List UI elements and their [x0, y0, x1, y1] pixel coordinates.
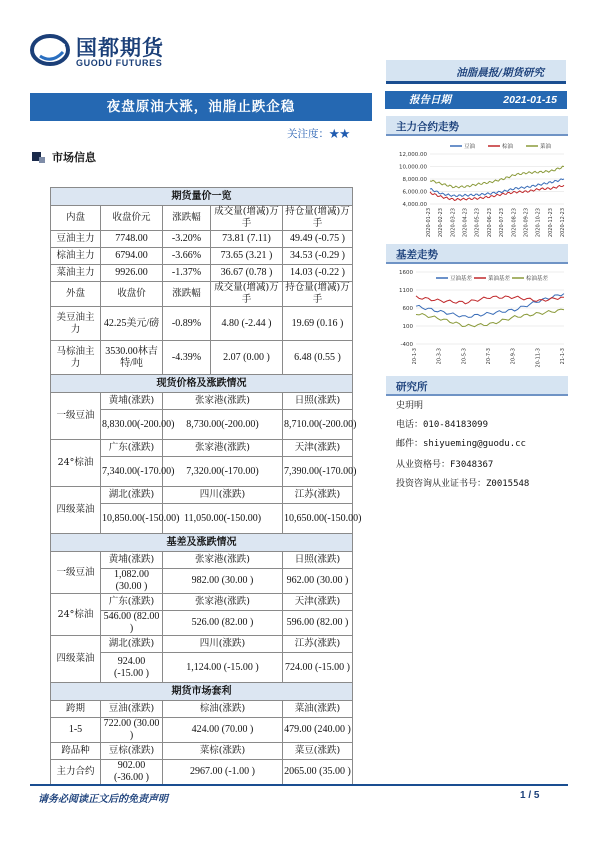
table-row: 1,082.00 (30.00 ) 982.00 (30.00 ) 962.00 (30.00 ): [51, 569, 353, 594]
logo-english-name: GUODU FUTURES: [76, 58, 163, 68]
x-tick-label: 2020-12-23: [560, 208, 566, 238]
footer-divider: [30, 784, 568, 786]
attention-rating: [30, 126, 350, 141]
logo-mark-icon: [30, 30, 70, 70]
y-tick-label: 8,000.00: [402, 177, 427, 183]
research-heading: 研究所: [386, 376, 568, 396]
analyst-phone: 电话：010-84183099: [396, 420, 489, 430]
legend-label: 菜油: [540, 144, 552, 150]
market-info-label: 市场信息: [52, 151, 96, 164]
spot-section-header: 现货价格及涨跌情况: [51, 375, 353, 393]
main-contract-trend-chart: [388, 140, 568, 240]
table-row: 马棕油主力 3530.00林吉特/吨 -4.39% 2.07 (0.00 ) 6.48 (0.55 ): [51, 341, 353, 375]
table-row: 豆油主力 7748.00 -3.20% 73.81 (7.11) 49.49 (-0.75 ): [51, 231, 353, 248]
table-row: 内盘 收盘价元 涨跌幅 成交量(增减)万手 持仓量(增减)万手: [51, 206, 353, 231]
report-date-label: 报告日期: [409, 94, 451, 106]
report-title: 夜盘原油大涨，油脂止跌企稳: [30, 93, 372, 121]
x-tick-label: 20-5-3: [461, 348, 468, 365]
analyst-name: 史玥明: [396, 401, 424, 411]
table-row: 546.00 (82.00 ) 526.00 (82.00 ) 596.00 (82.00 ): [51, 611, 353, 636]
company-logo: [30, 30, 180, 70]
y-tick-label: 12,000.00: [399, 152, 427, 158]
logo-chinese-name: 国都期货: [76, 36, 164, 60]
table-row: 8,830.00(-200.00) 8,730.00(-200.00) 8,710.00(-200.00): [51, 410, 353, 440]
x-tick-label: 2020-09-23: [523, 208, 530, 238]
basis-section-header: 基差及涨跌情况: [51, 534, 353, 552]
table-row: 一级豆油 黄埔(涨跌) 张家港(涨跌) 日照(涨跌): [51, 552, 353, 569]
basis-trend-chart: [388, 266, 568, 374]
y-tick-label: 1600: [399, 270, 413, 276]
y-tick-label: 6,000.00: [402, 189, 427, 196]
report-category: 油脂晨报/期货研究: [456, 67, 544, 79]
table-row: 跨期 豆油(涨跌) 棕油(涨跌) 菜油(涨跌): [51, 701, 353, 718]
y-tick-label: 4,000.00: [402, 202, 427, 208]
futures-section-header: 期货量价一览: [51, 188, 353, 206]
market-data-table: [50, 187, 362, 785]
disclaimer-note: 请务必阅读正文后的免责声明: [38, 794, 168, 805]
legend-label: 菜油基差: [488, 276, 511, 282]
legend-label: 豆油基差: [450, 276, 473, 282]
table-row: 跨品种 豆棕(涨跌) 菜棕(涨跌) 菜豆(涨跌): [51, 743, 353, 760]
y-tick-label: 600: [402, 306, 413, 312]
x-tick-label: 2020-11-23: [547, 208, 554, 238]
arbitrage-section-header: 期货市场套利: [51, 683, 353, 701]
table-row: 10,850.00(-150.00) 11,050.00(-150.00) 10,650.00(-150.00): [51, 504, 353, 534]
table-row: 外盘 收盘价 涨跌幅 成交量(增减)万手 持仓量(增减)万手: [51, 282, 353, 307]
x-tick-label: 2020-01-23: [426, 208, 432, 238]
x-tick-label: 2020-07-23: [499, 208, 506, 238]
table-row: 24°棕油 广东(涨跌) 张家港(涨跌) 天津(涨跌): [51, 440, 353, 457]
y-tick-label: 100: [402, 324, 413, 330]
series-line: [430, 166, 564, 188]
basis-chart-heading: 基差走势: [386, 244, 568, 264]
table-row: 7,340.00(-170.00) 7,320.00(-170.00) 7,390.00(-170.00): [51, 457, 353, 487]
y-tick-label: -400: [400, 342, 413, 348]
report-date: 2021-01-15: [503, 94, 557, 106]
page-number: 1 / 5: [520, 790, 540, 801]
consulting-license-number: 投资咨询从业证书号：Z0015548: [396, 479, 530, 489]
table-row: 四级菜油 湖北(涨跌) 四川(涨跌) 江苏(涨跌): [51, 636, 353, 653]
x-tick-label: 20-7-3: [486, 348, 492, 365]
table-row: 菜油主力 9926.00 -1.37% 36.67 (0.78 ) 14.03 (-0.22 ): [51, 265, 353, 282]
x-tick-label: 2020-03-23: [450, 208, 457, 238]
trend-chart-heading: 主力合约走势: [386, 116, 568, 136]
x-tick-label: 2020-04-23: [462, 208, 469, 238]
report-category-tab: [386, 60, 566, 84]
analyst-email: 邮件：shiyueming@guodu.cc: [396, 439, 526, 449]
table-row: 美豆油主力 42.25美元/磅 -0.89% 4.80 (-2.44 ) 19.69 (0.16 ): [51, 307, 353, 341]
x-tick-label: 2020-02-23: [438, 208, 445, 238]
y-tick-label: 1100: [399, 288, 413, 294]
x-tick-label: 2020-05-23: [474, 208, 481, 238]
x-tick-label: 20-3-3: [436, 348, 443, 365]
report-date-bar: [385, 91, 567, 109]
table-row: 四级菜油 湖北(涨跌) 四川(涨跌) 江苏(涨跌): [51, 487, 353, 504]
series-line: [430, 179, 564, 197]
table-row: 主力合约 902.00 (-36.00 ) 2967.00 (-1.00 ) 2065.00 (35.00 ): [51, 760, 353, 785]
legend-label: 棕油: [502, 144, 514, 150]
table-row: 1-5 722.00 (30.00 ) 424.00 (70.00 ) 479.00 (240.00 ): [51, 718, 353, 743]
x-tick-label: 2020-08-23: [511, 208, 518, 238]
table-row: 棕油主力 6794.00 -3.66% 73.65 (3.21 ) 34.53 (-0.29 ): [51, 248, 353, 265]
x-tick-label: 2020-06-23: [486, 208, 493, 238]
table-row: 一级豆油 黄埔(涨跌) 张家港(涨跌) 日照(涨跌): [51, 393, 353, 410]
y-tick-label: 10,000.00: [399, 164, 427, 171]
attention-label: 关注度：: [287, 128, 329, 140]
legend-label: 棕油基差: [526, 276, 549, 282]
x-tick-label: 20-1-3: [412, 348, 418, 365]
attention-stars: ★★: [329, 128, 350, 140]
table-row: 924.00 (-15.00 ) 1,124.00 (-15.00 ) 724.00 (-15.00 ): [51, 653, 353, 683]
x-tick-label: 2020-10-23: [535, 208, 542, 238]
x-tick-label: 20-9-3: [510, 348, 517, 365]
license-number: 从业资格号：F3048367: [396, 460, 494, 470]
series-line: [416, 296, 564, 304]
x-tick-label: 20-11-3: [535, 348, 542, 368]
table-row: 24°棕油 广东(涨跌) 张家港(涨跌) 天津(涨跌): [51, 594, 353, 611]
x-tick-label: 21-1-3: [560, 348, 566, 365]
legend-label: 豆油: [464, 144, 476, 150]
